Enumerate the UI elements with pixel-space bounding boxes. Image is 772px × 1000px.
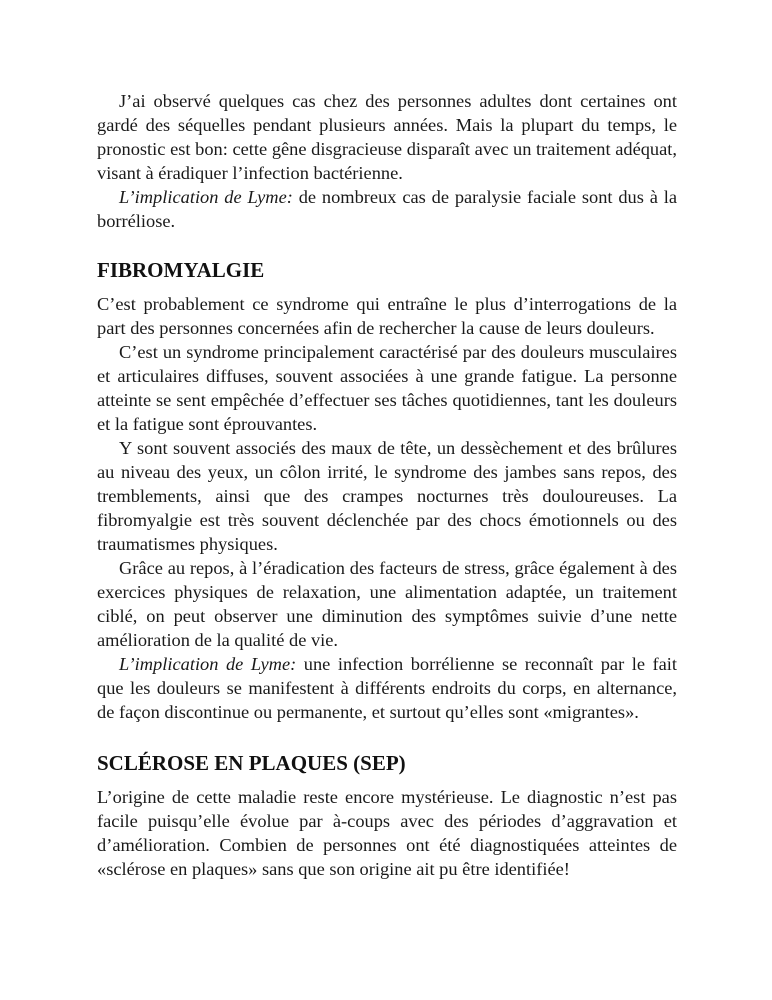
lyme-implication-label: L’implication de Lyme: bbox=[119, 654, 297, 674]
paragraph: Y sont souvent associés des maux de tête, un dessèchement et des brûlures au niveau des yeux, un côlon irrité, le syndrome des jambes sans repos, des tremblements, ainsi que des crampes nocturnes très douloureuses. La fibromyalgie est très souvent déclenchée par des chocs émotionnels ou des traumatismes physiques. bbox=[97, 438, 677, 554]
lyme-implication-label: L’implication de Lyme: bbox=[119, 187, 293, 207]
lyme-implication-paragraph bbox=[97, 185, 677, 233]
paragraph-text: de nombreux cas de paralysie faciale sont dus à la borréliose. bbox=[97, 187, 678, 231]
document-page bbox=[97, 89, 677, 881]
lyme-implication-paragraph bbox=[97, 652, 677, 724]
paragraph: J’ai observé quelques cas chez des personnes adultes dont certaines ont gardé des séquelles pendant plusieurs années. Mais la plupart du temps, le pronostic est bon: cette gêne disgracieuse disparaît avec un traitement adéquat, visant à éradiquer l’infection bactérienne. bbox=[97, 91, 677, 183]
paragraph: C’est probablement ce syndrome qui entraîne le plus d’interrogations de la part des personnes concernées afin de rechercher la cause de leurs douleurs. bbox=[97, 294, 677, 338]
paragraph: L’origine de cette maladie reste encore mystérieuse. Le diagnostic n’est pas facile puisqu’elle évolue par à-coups avec des périodes d’aggravation et d’amélioration. Combien de personnes ont été diagnostiquées atteintes de «sclérose en plaques» sans que son origine ait pu être identifiée! bbox=[97, 787, 677, 879]
paragraph: Grâce au repos, à l’éradication des facteurs de stress, grâce également à des exercices physiques de relaxation, une alimentation adaptée, un traitement ciblé, on peut observer une diminution des symptômes suivie d’une nette amélioration de la qualité de vie. bbox=[97, 558, 677, 650]
section-heading-sclerose: SCLÉROSE EN PLAQUES (SEP) bbox=[97, 751, 406, 775]
section-heading-fibromyalgie: FIBROMYALGIE bbox=[97, 258, 265, 282]
paragraph-text: une infection borrélienne se reconnaît par le fait que les douleurs se manifestent à différents endroits du corps, en alternance, de façon discontinue ou permanente, et surtout qu’elles sont «migrantes». bbox=[97, 654, 678, 722]
paragraph: C’est un syndrome principalement caractérisé par des douleurs musculaires et articulaires diffuses, souvent associées à une grande fatigue. La personne atteinte se sent empêchée d’effectuer ses tâches quotidiennes, tant les douleurs et la fatigue sont éprouvantes. bbox=[97, 342, 677, 434]
